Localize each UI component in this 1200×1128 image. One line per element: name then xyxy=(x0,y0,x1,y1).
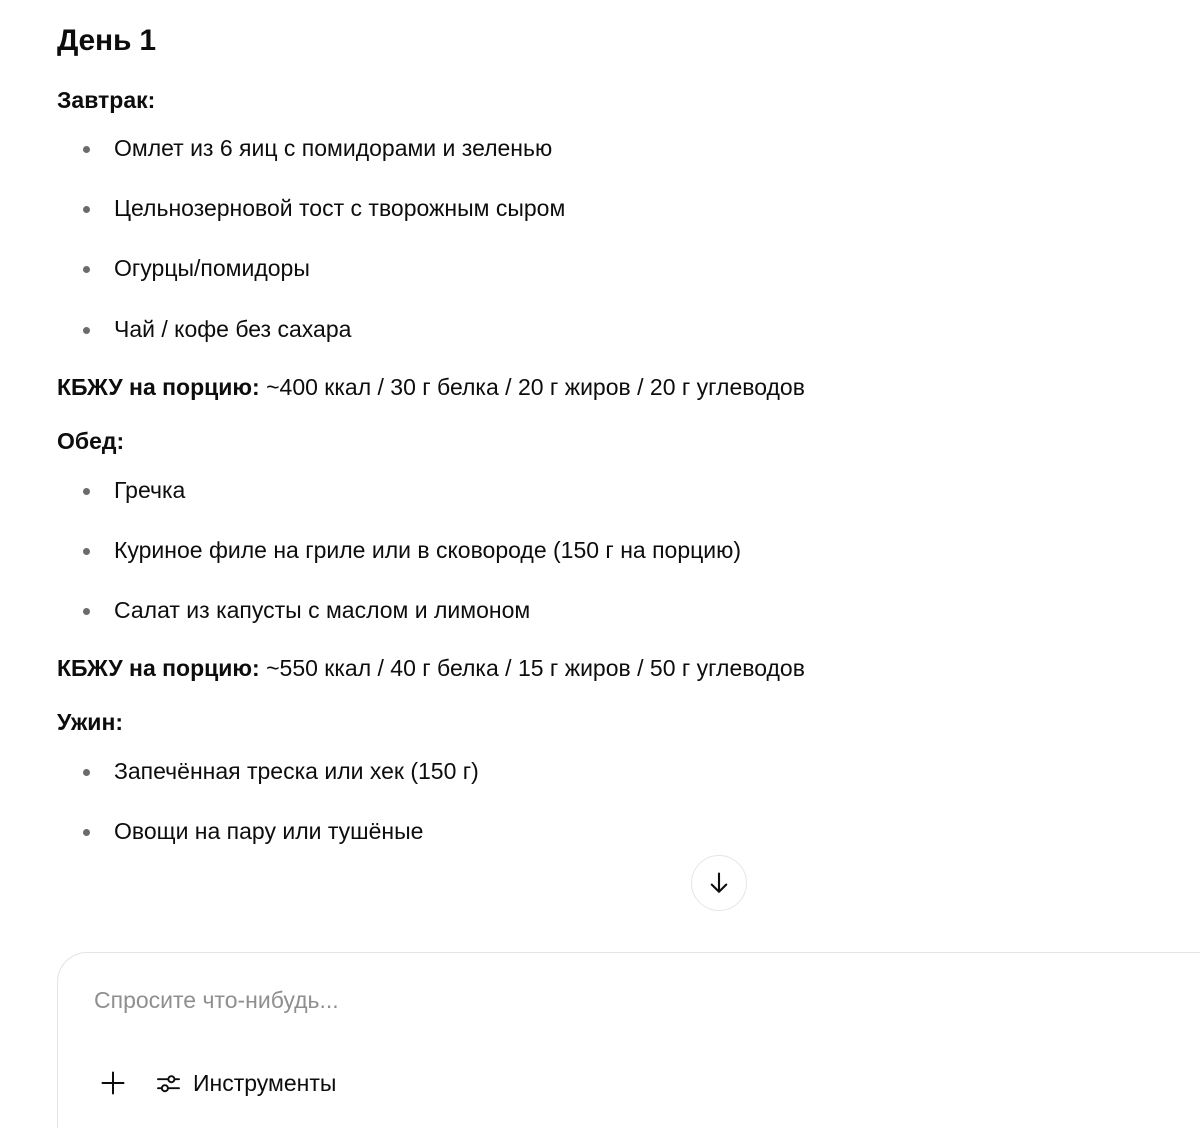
list-item: Гречка xyxy=(57,475,1160,506)
macros-label: КБЖУ на порцию: xyxy=(57,654,260,681)
tools-label: Инструменты xyxy=(193,1069,337,1096)
list-item: Чай / кофе без сахара xyxy=(57,314,1160,345)
plus-icon xyxy=(98,1068,128,1098)
tools-button[interactable] xyxy=(149,1061,346,1105)
arrow-down-icon xyxy=(706,870,732,896)
list-item: Запечённая треска или хек (150 г) xyxy=(57,756,1160,787)
meal-list-dinner xyxy=(57,756,1160,847)
composer-toolbar xyxy=(91,1061,346,1105)
macros-breakfast xyxy=(57,372,1160,403)
composer-surface[interactable] xyxy=(57,952,1200,1128)
list-item: Омлет из 6 яиц с помидорами и зеленью xyxy=(57,133,1160,164)
macros-value: ~400 ккал / 30 г белка / 20 г жиров / 20 г углеводов xyxy=(259,373,805,400)
macros-value: ~550 ккал / 40 г белка / 15 г жиров / 50 г углеводов xyxy=(259,654,805,681)
meal-list-breakfast xyxy=(57,133,1160,344)
scroll-to-bottom-button[interactable] xyxy=(691,855,747,911)
chat-input[interactable]: Спросите что-нибудь... xyxy=(94,987,339,1013)
list-item: Салат из капусты с маслом и лимоном xyxy=(57,595,1160,626)
macros-label: КБЖУ на порцию: xyxy=(57,373,260,400)
meal-heading-lunch: Обед: xyxy=(57,427,125,454)
meal-list-lunch xyxy=(57,475,1160,626)
page-title: День 1 xyxy=(57,24,156,57)
list-item: Овощи на пару или тушёные xyxy=(57,816,1160,847)
meal-heading-breakfast: Завтрак: xyxy=(57,86,156,113)
meal-heading-dinner: Ужин: xyxy=(57,708,124,735)
add-attachment-button[interactable] xyxy=(91,1061,135,1105)
sliders-icon xyxy=(155,1070,182,1097)
composer xyxy=(57,952,1200,1128)
list-item: Огурцы/помидоры xyxy=(57,253,1160,284)
list-item: Цельнозерновой тост с творожным сыром xyxy=(57,193,1160,224)
list-item: Куриное филе на гриле или в сковороде (150 г на порцию) xyxy=(57,535,1160,566)
macros-lunch xyxy=(57,653,1160,684)
